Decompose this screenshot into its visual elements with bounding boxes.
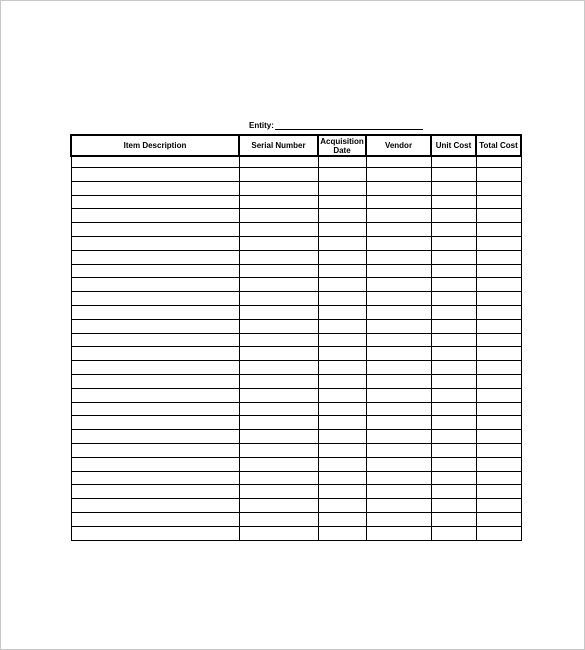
cell-total-cost: [476, 195, 521, 209]
cell-serial-number: [239, 195, 318, 209]
table-row: [71, 347, 521, 361]
cell-unit-cost: [431, 416, 476, 430]
table-row: [71, 264, 521, 278]
cell-item-description: [71, 347, 239, 361]
table-row: [71, 319, 521, 333]
table-row: [71, 333, 521, 347]
cell-vendor: [366, 443, 431, 457]
table-row: [71, 236, 521, 250]
cell-serial-number: [239, 168, 318, 182]
table-row: [71, 430, 521, 444]
cell-vendor: [366, 278, 431, 292]
cell-acquisition-date: [318, 223, 366, 237]
table-row: [71, 292, 521, 306]
cell-item-description: [71, 181, 239, 195]
cell-total-cost: [476, 236, 521, 250]
cell-acquisition-date: [318, 195, 366, 209]
cell-acquisition-date: [318, 499, 366, 513]
cell-acquisition-date: [318, 181, 366, 195]
cell-item-description: [71, 319, 239, 333]
cell-acquisition-date: [318, 305, 366, 319]
cell-unit-cost: [431, 292, 476, 306]
cell-serial-number: [239, 471, 318, 485]
table-row: [71, 168, 521, 182]
cell-total-cost: [476, 156, 521, 168]
cell-item-description: [71, 416, 239, 430]
cell-serial-number: [239, 305, 318, 319]
cell-item-description: [71, 526, 239, 540]
cell-serial-number: [239, 485, 318, 499]
cell-serial-number: [239, 499, 318, 513]
cell-total-cost: [476, 499, 521, 513]
cell-vendor: [366, 236, 431, 250]
cell-total-cost: [476, 416, 521, 430]
column-header-vendor: Vendor: [366, 135, 431, 156]
cell-unit-cost: [431, 156, 476, 168]
cell-acquisition-date: [318, 512, 366, 526]
cell-unit-cost: [431, 278, 476, 292]
table-row: [71, 361, 521, 375]
cell-vendor: [366, 374, 431, 388]
cell-item-description: [71, 457, 239, 471]
cell-acquisition-date: [318, 264, 366, 278]
cell-total-cost: [476, 526, 521, 540]
cell-vendor: [366, 416, 431, 430]
cell-serial-number: [239, 374, 318, 388]
cell-vendor: [366, 526, 431, 540]
cell-total-cost: [476, 250, 521, 264]
cell-serial-number: [239, 278, 318, 292]
cell-item-description: [71, 209, 239, 223]
cell-unit-cost: [431, 168, 476, 182]
cell-item-description: [71, 443, 239, 457]
cell-acquisition-date: [318, 333, 366, 347]
cell-unit-cost: [431, 457, 476, 471]
cell-acquisition-date: [318, 319, 366, 333]
cell-serial-number: [239, 236, 318, 250]
cell-serial-number: [239, 250, 318, 264]
cell-vendor: [366, 388, 431, 402]
cell-vendor: [366, 471, 431, 485]
cell-item-description: [71, 471, 239, 485]
cell-total-cost: [476, 485, 521, 499]
cell-acquisition-date: [318, 402, 366, 416]
cell-serial-number: [239, 430, 318, 444]
table-row: [71, 416, 521, 430]
cell-unit-cost: [431, 471, 476, 485]
cell-item-description: [71, 485, 239, 499]
cell-vendor: [366, 512, 431, 526]
cell-serial-number: [239, 512, 318, 526]
cell-serial-number: [239, 416, 318, 430]
table-row: [71, 250, 521, 264]
cell-vendor: [366, 319, 431, 333]
cell-serial-number: [239, 223, 318, 237]
cell-total-cost: [476, 388, 521, 402]
table-row: [71, 485, 521, 499]
cell-unit-cost: [431, 388, 476, 402]
cell-vendor: [366, 457, 431, 471]
cell-item-description: [71, 333, 239, 347]
cell-vendor: [366, 223, 431, 237]
cell-item-description: [71, 195, 239, 209]
cell-total-cost: [476, 443, 521, 457]
cell-acquisition-date: [318, 209, 366, 223]
entity-blank-line: [275, 121, 423, 130]
cell-acquisition-date: [318, 361, 366, 375]
column-header-acquisition-date: Acquisition Date: [318, 135, 366, 156]
cell-vendor: [366, 156, 431, 168]
inventory-table: [70, 134, 522, 541]
cell-acquisition-date: [318, 416, 366, 430]
cell-total-cost: [476, 347, 521, 361]
cell-total-cost: [476, 361, 521, 375]
table-row: [71, 443, 521, 457]
cell-serial-number: [239, 181, 318, 195]
cell-acquisition-date: [318, 457, 366, 471]
table-header-row: [71, 135, 521, 156]
table-row: [71, 278, 521, 292]
cell-item-description: [71, 264, 239, 278]
cell-unit-cost: [431, 209, 476, 223]
cell-vendor: [366, 361, 431, 375]
cell-unit-cost: [431, 512, 476, 526]
cell-acquisition-date: [318, 443, 366, 457]
cell-acquisition-date: [318, 471, 366, 485]
cell-acquisition-date: [318, 168, 366, 182]
cell-total-cost: [476, 512, 521, 526]
cell-acquisition-date: [318, 250, 366, 264]
table-row: [71, 526, 521, 540]
cell-total-cost: [476, 319, 521, 333]
cell-acquisition-date: [318, 388, 366, 402]
cell-serial-number: [239, 526, 318, 540]
cell-item-description: [71, 292, 239, 306]
column-header-serial-number: Serial Number: [239, 135, 318, 156]
table-row: [71, 305, 521, 319]
cell-unit-cost: [431, 236, 476, 250]
cell-unit-cost: [431, 402, 476, 416]
cell-total-cost: [476, 168, 521, 182]
cell-unit-cost: [431, 223, 476, 237]
cell-serial-number: [239, 388, 318, 402]
entity-label: Entity:: [249, 121, 274, 130]
cell-vendor: [366, 305, 431, 319]
cell-vendor: [366, 181, 431, 195]
cell-serial-number: [239, 333, 318, 347]
cell-total-cost: [476, 223, 521, 237]
table-row: [71, 156, 521, 168]
cell-vendor: [366, 292, 431, 306]
cell-vendor: [366, 485, 431, 499]
cell-vendor: [366, 195, 431, 209]
cell-total-cost: [476, 278, 521, 292]
table-row: [71, 195, 521, 209]
cell-total-cost: [476, 471, 521, 485]
cell-unit-cost: [431, 264, 476, 278]
cell-unit-cost: [431, 361, 476, 375]
cell-serial-number: [239, 319, 318, 333]
cell-unit-cost: [431, 443, 476, 457]
cell-unit-cost: [431, 305, 476, 319]
table-row: [71, 457, 521, 471]
cell-acquisition-date: [318, 236, 366, 250]
cell-total-cost: [476, 264, 521, 278]
cell-total-cost: [476, 181, 521, 195]
cell-acquisition-date: [318, 430, 366, 444]
table-row: [71, 209, 521, 223]
cell-unit-cost: [431, 347, 476, 361]
cell-item-description: [71, 512, 239, 526]
cell-unit-cost: [431, 181, 476, 195]
cell-total-cost: [476, 333, 521, 347]
cell-acquisition-date: [318, 374, 366, 388]
cell-serial-number: [239, 402, 318, 416]
cell-unit-cost: [431, 319, 476, 333]
cell-acquisition-date: [318, 485, 366, 499]
table-body: [71, 156, 521, 540]
cell-serial-number: [239, 209, 318, 223]
cell-vendor: [366, 347, 431, 361]
cell-total-cost: [476, 292, 521, 306]
cell-acquisition-date: [318, 526, 366, 540]
cell-serial-number: [239, 443, 318, 457]
table-row: [71, 181, 521, 195]
cell-total-cost: [476, 402, 521, 416]
cell-acquisition-date: [318, 347, 366, 361]
cell-vendor: [366, 250, 431, 264]
column-header-total-cost: Total Cost: [476, 135, 521, 156]
cell-total-cost: [476, 374, 521, 388]
cell-vendor: [366, 333, 431, 347]
cell-item-description: [71, 402, 239, 416]
cell-item-description: [71, 361, 239, 375]
cell-unit-cost: [431, 430, 476, 444]
cell-total-cost: [476, 209, 521, 223]
cell-serial-number: [239, 292, 318, 306]
cell-total-cost: [476, 305, 521, 319]
cell-item-description: [71, 305, 239, 319]
cell-unit-cost: [431, 485, 476, 499]
cell-unit-cost: [431, 374, 476, 388]
cell-vendor: [366, 402, 431, 416]
cell-unit-cost: [431, 250, 476, 264]
cell-unit-cost: [431, 333, 476, 347]
cell-serial-number: [239, 264, 318, 278]
cell-unit-cost: [431, 526, 476, 540]
cell-serial-number: [239, 457, 318, 471]
cell-item-description: [71, 223, 239, 237]
cell-item-description: [71, 250, 239, 264]
cell-acquisition-date: [318, 156, 366, 168]
cell-vendor: [366, 264, 431, 278]
cell-item-description: [71, 278, 239, 292]
cell-vendor: [366, 430, 431, 444]
cell-item-description: [71, 499, 239, 513]
table-row: [71, 499, 521, 513]
column-header-unit-cost: Unit Cost: [431, 135, 476, 156]
cell-vendor: [366, 209, 431, 223]
table-row: [71, 402, 521, 416]
cell-item-description: [71, 156, 239, 168]
table-row: [71, 471, 521, 485]
cell-item-description: [71, 236, 239, 250]
table-row: [71, 374, 521, 388]
entity-field: [249, 121, 423, 130]
cell-acquisition-date: [318, 278, 366, 292]
cell-serial-number: [239, 361, 318, 375]
cell-vendor: [366, 499, 431, 513]
cell-total-cost: [476, 457, 521, 471]
cell-acquisition-date: [318, 292, 366, 306]
cell-vendor: [366, 168, 431, 182]
cell-item-description: [71, 388, 239, 402]
cell-item-description: [71, 374, 239, 388]
cell-unit-cost: [431, 499, 476, 513]
table-row: [71, 223, 521, 237]
cell-item-description: [71, 430, 239, 444]
cell-serial-number: [239, 156, 318, 168]
cell-total-cost: [476, 430, 521, 444]
table-row: [71, 388, 521, 402]
cell-serial-number: [239, 347, 318, 361]
table-row: [71, 512, 521, 526]
column-header-item-description: Item Description: [71, 135, 239, 156]
cell-item-description: [71, 168, 239, 182]
cell-unit-cost: [431, 195, 476, 209]
